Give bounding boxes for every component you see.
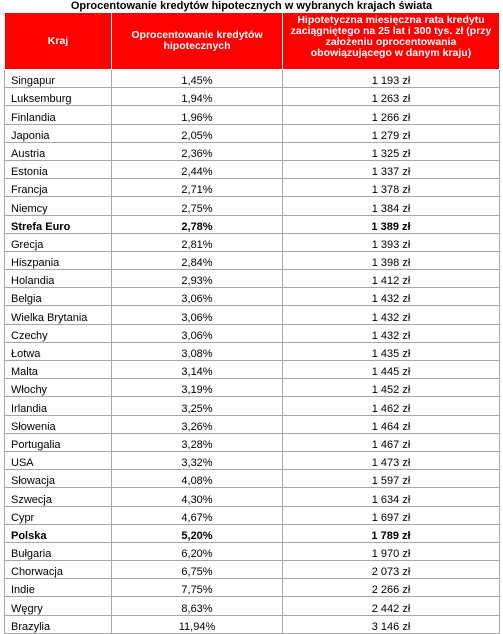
payment-cell: 1 473 zł [283, 451, 500, 469]
country-cell: Cypr [5, 506, 112, 524]
country-cell: Japonia [5, 124, 112, 142]
country-cell: Singapur [5, 70, 112, 88]
table-row [5, 488, 500, 506]
country-cell: Finlandia [5, 106, 112, 124]
country-cell: Brazylia [5, 615, 112, 633]
table-row [5, 615, 500, 633]
header-payment: Hipotetyczna miesięczna rata kredytu zaciągniętego na 25 lat i 300 tys. zł (przy założeniu oprocentowania obowiązującego w danym kraju) [283, 13, 500, 70]
country-cell: Portugalia [5, 433, 112, 451]
table-row [5, 215, 500, 233]
rate-cell: 2,84% [112, 251, 283, 269]
payment-cell: 1 789 zł [283, 524, 500, 542]
country-cell: Bułgaria [5, 542, 112, 560]
rate-cell: 1,94% [112, 88, 283, 106]
payment-cell: 1 462 zł [283, 397, 500, 415]
payment-cell: 1 432 zł [283, 306, 500, 324]
rate-cell: 3,14% [112, 361, 283, 379]
payment-cell: 1 432 zł [283, 324, 500, 342]
payment-cell: 1 389 zł [283, 215, 500, 233]
rate-cell: 4,67% [112, 506, 283, 524]
payment-cell: 1 445 zł [283, 361, 500, 379]
country-cell: Hiszpania [5, 251, 112, 269]
payment-cell: 1 393 zł [283, 233, 500, 251]
country-cell: Irlandia [5, 397, 112, 415]
table-row [5, 579, 500, 597]
payment-cell: 1 970 zł [283, 542, 500, 560]
table-row [5, 561, 500, 579]
country-cell: Wielka Brytania [5, 306, 112, 324]
rate-cell: 7,75% [112, 579, 283, 597]
rate-cell: 5,20% [112, 524, 283, 542]
payment-cell: 1 597 zł [283, 470, 500, 488]
payment-cell: 1 435 zł [283, 342, 500, 360]
table-row [5, 124, 500, 142]
country-cell: Węgry [5, 597, 112, 615]
table-row [5, 197, 500, 215]
country-cell: Słowenia [5, 415, 112, 433]
table-row [5, 506, 500, 524]
country-cell: Indie [5, 579, 112, 597]
rate-cell: 3,32% [112, 451, 283, 469]
country-cell: Strefa Euro [5, 215, 112, 233]
payment-cell: 1 412 zł [283, 270, 500, 288]
country-cell: Szwecja [5, 488, 112, 506]
payment-cell: 1 398 zł [283, 251, 500, 269]
country-cell: USA [5, 451, 112, 469]
rate-cell: 3,25% [112, 397, 283, 415]
payment-cell: 1 279 zł [283, 124, 500, 142]
country-cell: Słowacja [5, 470, 112, 488]
country-cell: Austria [5, 142, 112, 160]
header-country: Kraj [5, 13, 112, 70]
table-header [5, 13, 500, 70]
rate-cell: 1,45% [112, 70, 283, 88]
table-row [5, 288, 500, 306]
rate-cell: 3,26% [112, 415, 283, 433]
rate-cell: 11,94% [112, 615, 283, 633]
rate-cell: 8,63% [112, 597, 283, 615]
table-row [5, 270, 500, 288]
table-row [5, 179, 500, 197]
rate-cell: 2,44% [112, 160, 283, 178]
country-cell: Niemcy [5, 197, 112, 215]
table-row [5, 70, 500, 88]
table-row [5, 233, 500, 251]
payment-cell: 1 384 zł [283, 197, 500, 215]
country-cell: Luksemburg [5, 88, 112, 106]
mortgage-rates-table [4, 12, 500, 634]
rate-cell: 2,78% [112, 215, 283, 233]
rate-cell: 4,08% [112, 470, 283, 488]
payment-cell: 3 146 zł [283, 615, 500, 633]
payment-cell: 1 697 zł [283, 506, 500, 524]
table-row [5, 379, 500, 397]
country-cell: Łotwa [5, 342, 112, 360]
rate-cell: 2,81% [112, 233, 283, 251]
rate-cell: 2,05% [112, 124, 283, 142]
rate-cell: 3,06% [112, 288, 283, 306]
rate-cell: 2,71% [112, 179, 283, 197]
header-rate: Oprocentowanie kredytów hipotecznych [112, 13, 283, 70]
country-cell: Malta [5, 361, 112, 379]
table-row [5, 160, 500, 178]
country-cell: Francja [5, 179, 112, 197]
rate-cell: 3,28% [112, 433, 283, 451]
table-row [5, 542, 500, 560]
country-cell: Polska [5, 524, 112, 542]
table-row [5, 597, 500, 615]
rate-cell: 2,75% [112, 197, 283, 215]
header-row [5, 13, 500, 70]
table-body [5, 70, 500, 634]
table-row [5, 342, 500, 360]
table-row [5, 415, 500, 433]
table-row [5, 433, 500, 451]
payment-cell: 2 442 zł [283, 597, 500, 615]
rate-cell: 3,19% [112, 379, 283, 397]
payment-cell: 2 266 zł [283, 579, 500, 597]
table-row [5, 397, 500, 415]
table-row [5, 251, 500, 269]
payment-cell: 1 452 zł [283, 379, 500, 397]
table-row [5, 451, 500, 469]
rate-cell: 3,06% [112, 306, 283, 324]
payment-cell: 1 634 zł [283, 488, 500, 506]
rate-cell: 1,96% [112, 106, 283, 124]
country-cell: Czechy [5, 324, 112, 342]
table-row [5, 88, 500, 106]
table-title: Oprocentowanie kredytów hipotecznych w wybranych krajach świata [70, 0, 433, 12]
payment-cell: 2 073 zł [283, 561, 500, 579]
rate-cell: 2,93% [112, 270, 283, 288]
table-row [5, 306, 500, 324]
rate-cell: 4,30% [112, 488, 283, 506]
country-cell: Belgia [5, 288, 112, 306]
payment-cell: 1 467 zł [283, 433, 500, 451]
country-cell: Estonia [5, 160, 112, 178]
country-cell: Holandia [5, 270, 112, 288]
rate-cell: 2,36% [112, 142, 283, 160]
payment-cell: 1 193 zł [283, 70, 500, 88]
country-cell: Grecja [5, 233, 112, 251]
payment-cell: 1 263 zł [283, 88, 500, 106]
payment-cell: 1 464 zł [283, 415, 500, 433]
table-row [5, 361, 500, 379]
country-cell: Włochy [5, 379, 112, 397]
rate-cell: 6,75% [112, 561, 283, 579]
country-cell: Chorwacja [5, 561, 112, 579]
rate-cell: 3,06% [112, 324, 283, 342]
rate-cell: 6,20% [112, 542, 283, 560]
table-row [5, 470, 500, 488]
table-row [5, 106, 500, 124]
payment-cell: 1 266 zł [283, 106, 500, 124]
payment-cell: 1 337 zł [283, 160, 500, 178]
table-row [5, 142, 500, 160]
rate-cell: 3,08% [112, 342, 283, 360]
payment-cell: 1 325 zł [283, 142, 500, 160]
payment-cell: 1 432 zł [283, 288, 500, 306]
table-row [5, 324, 500, 342]
payment-cell: 1 378 zł [283, 179, 500, 197]
table-row [5, 524, 500, 542]
